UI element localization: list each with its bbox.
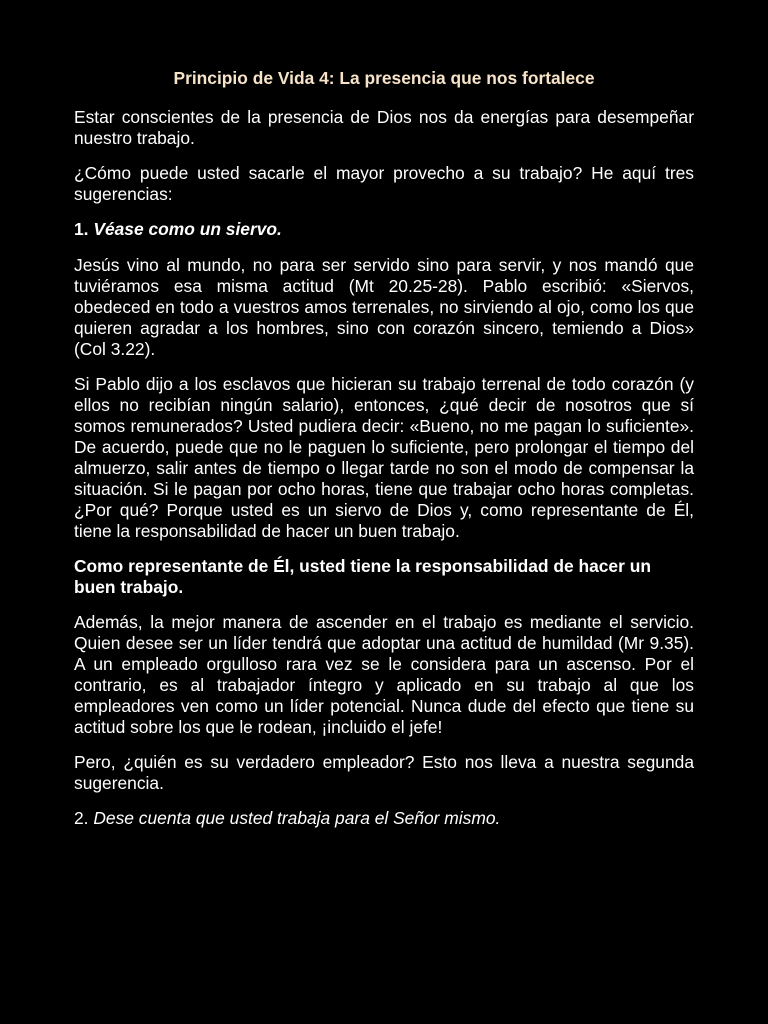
suggestion-2-number: 2.	[74, 808, 89, 828]
body-paragraph-3: Además, la mejor manera de ascender en el trabajo es mediante el servicio. Quien desee ser un líder tendrá que adoptar una actitud de humildad (Mr 9.35). A un empleado orgulloso rara vez se le considera para un ascenso. Por el contrario, es al trabajador íntegro y aplicado en su trabajo al que los empleadores ven como un líder potencial. Nunca dude del efecto que tiene su actitud sobre los que le rodean, ¡incluido el jefe!	[74, 612, 694, 737]
intro-paragraph-2: ¿Cómo puede usted sacarle el mayor provecho a su trabajo? He aquí tres sugerencias:	[74, 163, 694, 204]
suggestion-2-text: Dese cuenta que usted trabaja para el Señor mismo.	[93, 808, 501, 828]
suggestion-1-text: Véase como un siervo.	[93, 219, 282, 239]
body-paragraph-4: Pero, ¿quién es su verdadero empleador? Esto nos lleva a nuestra segunda sugerencia.	[74, 752, 694, 793]
highlight-quote: Como representante de Él, usted tiene la responsabilidad de hacer un buen trabajo.	[74, 556, 651, 597]
body-paragraph-1: Jesús vino al mundo, no para ser servido sino para servir, y nos mandó que tuviéramos esa misma actitud (Mt 20.25-28). Pablo escribió: «Siervos, obedeced en todo a vuestros amos terrenales, no sirviendo al ojo, como los que quieren agradar a los hombres, sino con corazón sincero, temiendo a Dios» (Col 3.22).	[74, 255, 694, 359]
document-page	[74, 66, 694, 844]
intro-paragraph-1: Estar conscientes de la presencia de Dios nos da energías para desempeñar nuestro trabajo.	[74, 107, 694, 148]
suggestion-2	[74, 808, 694, 829]
suggestion-1	[74, 219, 694, 240]
document-title: Principio de Vida 4: La presencia que nos fortalece	[173, 68, 595, 88]
body-paragraph-2: Si Pablo dijo a los esclavos que hicieran su trabajo terrenal de todo corazón (y ellos no recibían ningún salario), entonces, ¿qué decir de nosotros que sí somos remunerados? Usted pudiera decir: «Bueno, no me pagan lo suficiente». De acuerdo, puede que no le paguen lo suficiente, pero prolongar el tiempo del almuerzo, salir antes de tiempo o llegar tarde no son el modo de compensar la situación. Si le pagan por ocho horas, tiene que trabajar ocho horas completas. ¿Por qué? Porque usted es un siervo de Dios y, como representante de Él, tiene la responsabilidad de hacer un buen trabajo.	[74, 374, 694, 541]
suggestion-1-number: 1.	[74, 219, 89, 239]
